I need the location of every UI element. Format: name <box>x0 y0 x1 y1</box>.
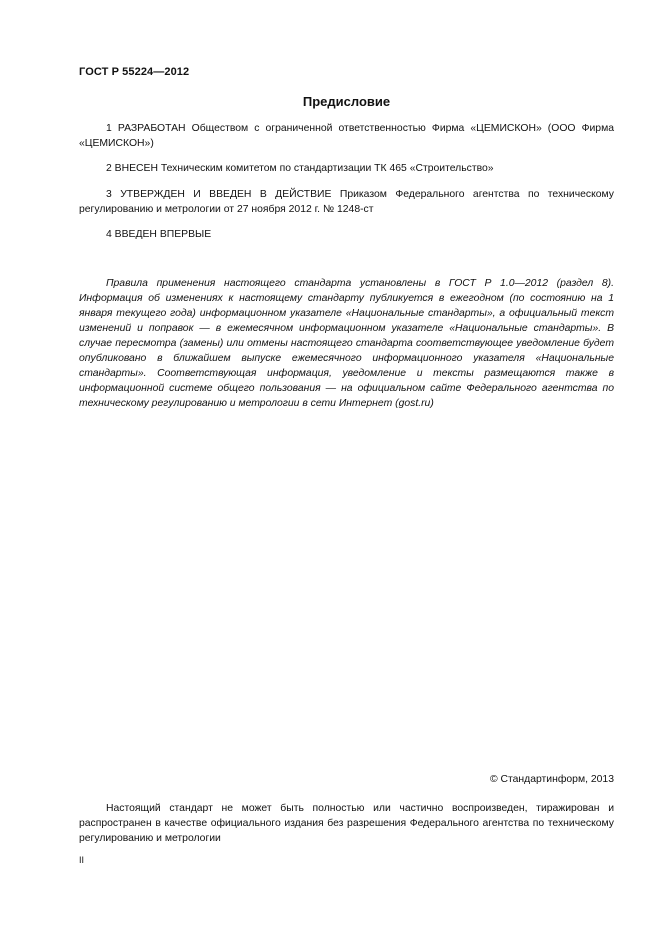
preface-item-3: 3 УТВЕРЖДЕН И ВВЕДЕН В ДЕЙСТВИЕ Приказом Федерального агентства по техническому регулированию и метрологии от 27 ноября 2012 г. № 1248-ст <box>79 189 614 215</box>
usage-rules-note: Правила применения настоящего стандарта установлены в ГОСТ Р 1.0—2012 (раздел 8). Информация об изменениях к настоящему стандарту публикуется в ежегодном (по состоянию на 1 января текущего года) информационном указателе «Национальные стандарты», а официальный текст изменений и поправок — в ежемесячном информационном указателе «Национальные стандарты». В случае пересмотра (замены) или отмены настоящего стандарта соответствующее уведомление будет опубликовано в ближайшем выпуске ежемесячного информационного указателя «Национальные стандарты». Соответствующая информация, уведомление и тексты размещаются также в информационной системе общего пользования — на официальном сайте Федерального агентства по техническому регулированию и метрологии в сети Интернет (gost.ru) <box>79 278 614 409</box>
preface-item-1: 1 РАЗРАБОТАН Обществом с ограниченной ответственностью Фирма «ЦЕМИСКОН» (ООО Фирма «ЦЕМИСКОН») <box>79 123 614 149</box>
page-number: II <box>79 855 85 865</box>
document-code: ГОСТ Р 55224—2012 <box>79 66 190 78</box>
preface-item-2: 2 ВНЕСЕН Техническим комитетом по стандартизации ТК 465 «Строительство» <box>106 163 494 174</box>
reproduction-rights-notice: Настоящий стандарт не может быть полностью или частично воспроизведен, тиражирован и распространен в качестве официального издания без разрешения Федерального агентства по техническому регулированию и метрологии <box>79 803 614 844</box>
copyright-notice: © Стандартинформ, 2013 <box>489 774 614 785</box>
page-title: Предисловие <box>302 94 391 109</box>
preface-item-4: 4 ВВЕДЕН ВПЕРВЫЕ <box>106 229 212 240</box>
